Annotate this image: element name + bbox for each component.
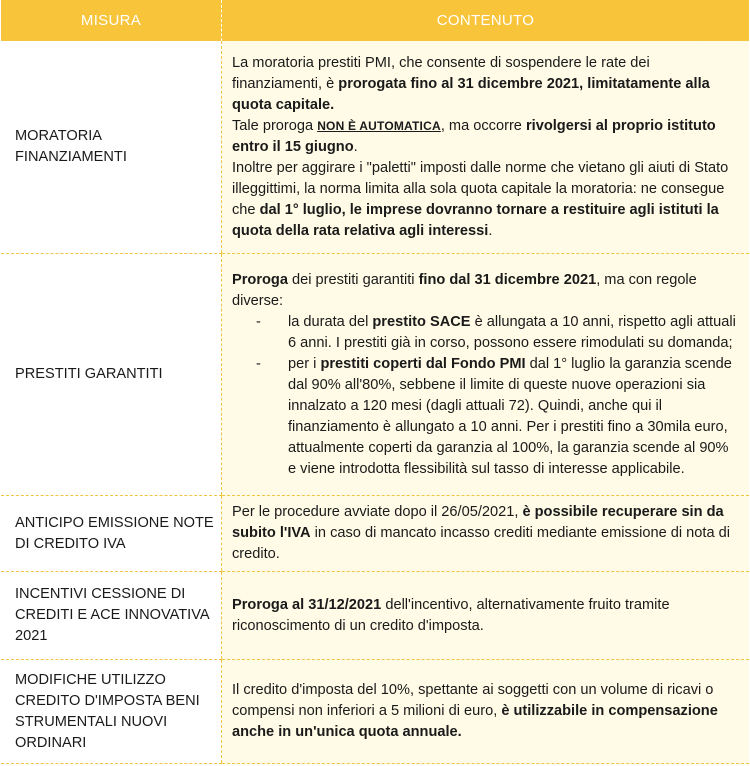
text-run: in caso di mancato incasso crediti mediante emissione di nota di credito. [232, 525, 730, 562]
row-content [222, 660, 750, 764]
row-label: MORATORIA FINANZIAMENTI [1, 41, 222, 254]
text-run: dei prestiti garantiti [287, 271, 419, 288]
bold-text: prestiti coperti dal Fondo PMI [320, 355, 526, 372]
paragraph [232, 53, 739, 116]
text-run: La moratoria prestiti PMI, che consente di sospendere le rate dei finanziamenti, è [232, 54, 650, 92]
list-item [288, 354, 739, 480]
text-run: Il credito d'imposta del 10%, spettante ai soggetti con un volume di ricavi o compensi non inferiori a 5 milioni di euro, [232, 682, 714, 719]
table-row [1, 496, 749, 572]
text-run: . [488, 222, 493, 239]
bold-text: Proroga al 31/12/2021 [232, 596, 382, 613]
row-content [222, 41, 750, 254]
text-run: dal 1° luglio la garanzia scende dal 90% all'80%, sebbene il limite di queste nuove operazioni sia innalzato a 120 mesi (dagli attuali 72). Quindi, anche qui il finanziamento è allungato a 10 anni. Per i prestiti fino a 30mila euro, attualmente coperti da garanzia al 100%, la garanzia scende al 90% e viene introdotta flessibilità sul tasso di interesse applicabile. [288, 355, 732, 477]
paragraph [232, 116, 739, 158]
list-item [288, 312, 739, 354]
paragraph [232, 270, 739, 312]
column-header-misura: MISURA [1, 0, 222, 41]
text-run: è allungata a 10 anni, rispetto agli attuali 6 anni. I prestiti già in corso, possono essere rimodulati su domanda; [288, 313, 736, 351]
paragraph [232, 680, 739, 743]
bold-text: prestito SACE [372, 313, 471, 330]
row-label: MODIFICHE UTILIZZO CREDITO D'IMPOSTA BENI STRUMENTALI NUOVI ORDINARI [1, 660, 222, 764]
bullet-list [232, 312, 739, 480]
table-row [1, 41, 749, 254]
measures-table [1, 0, 749, 764]
table-row [1, 254, 749, 496]
row-content [222, 496, 750, 572]
row-label: INCENTIVI CESSIONE DI CREDITI E ACE INNOVATIVA 2021 [1, 572, 222, 660]
bold-text: è possibile recuperare sin da subito l'IVA [232, 504, 724, 541]
paragraph [232, 158, 739, 242]
bold-text: dal 1° luglio, le imprese dovranno tornare a restituire agli istituti la quota della rata relativa agli interessi [232, 201, 719, 239]
text-run: , ma occorre [440, 117, 526, 134]
text-run: , ma con regole diverse: [232, 271, 697, 309]
bold-text: è utilizzabile in compensazione anche in un'unica quota annuale. [232, 703, 718, 740]
column-header-contenuto: CONTENUTO [222, 0, 750, 41]
text-run: Per le procedure avviate dopo il 26/05/2021, [232, 504, 523, 520]
bold-text: fino dal 31 dicembre 2021 [418, 271, 597, 288]
bold-text: Proroga [232, 271, 288, 288]
text-run: dell'incentivo, alternativamente fruito tramite riconoscimento di un credito d'imposta. [232, 596, 670, 634]
table-row [1, 572, 749, 660]
text-run: Tale proroga [232, 117, 318, 134]
bold-text: rivolgersi al proprio istituto entro il 15 giugno [232, 117, 716, 155]
row-label: ANTICIPO EMISSIONE NOTE DI CREDITO IVA [1, 496, 222, 572]
table-header-row [1, 0, 749, 41]
row-content [222, 254, 750, 496]
underlined-text: NON È AUTOMATICA [317, 118, 441, 133]
text-run: la durata del [288, 313, 373, 330]
table-row [1, 660, 749, 764]
bold-text: prorogata fino al 31 dicembre 2021, limitatamente alla quota capitale. [232, 75, 710, 113]
paragraph [232, 502, 739, 565]
text-run: . [353, 138, 358, 155]
text-run: Inoltre per aggirare i "paletti" imposti dalle norme che vietano gli aiuti di Stato illeggittimi, la norma limita alla sola quota capitale la moratoria: ne consegue che [232, 159, 729, 218]
row-content [222, 572, 750, 660]
paragraph [232, 595, 739, 637]
row-label: PRESTITI GARANTITI [1, 254, 222, 496]
text-run: per i [288, 355, 321, 372]
